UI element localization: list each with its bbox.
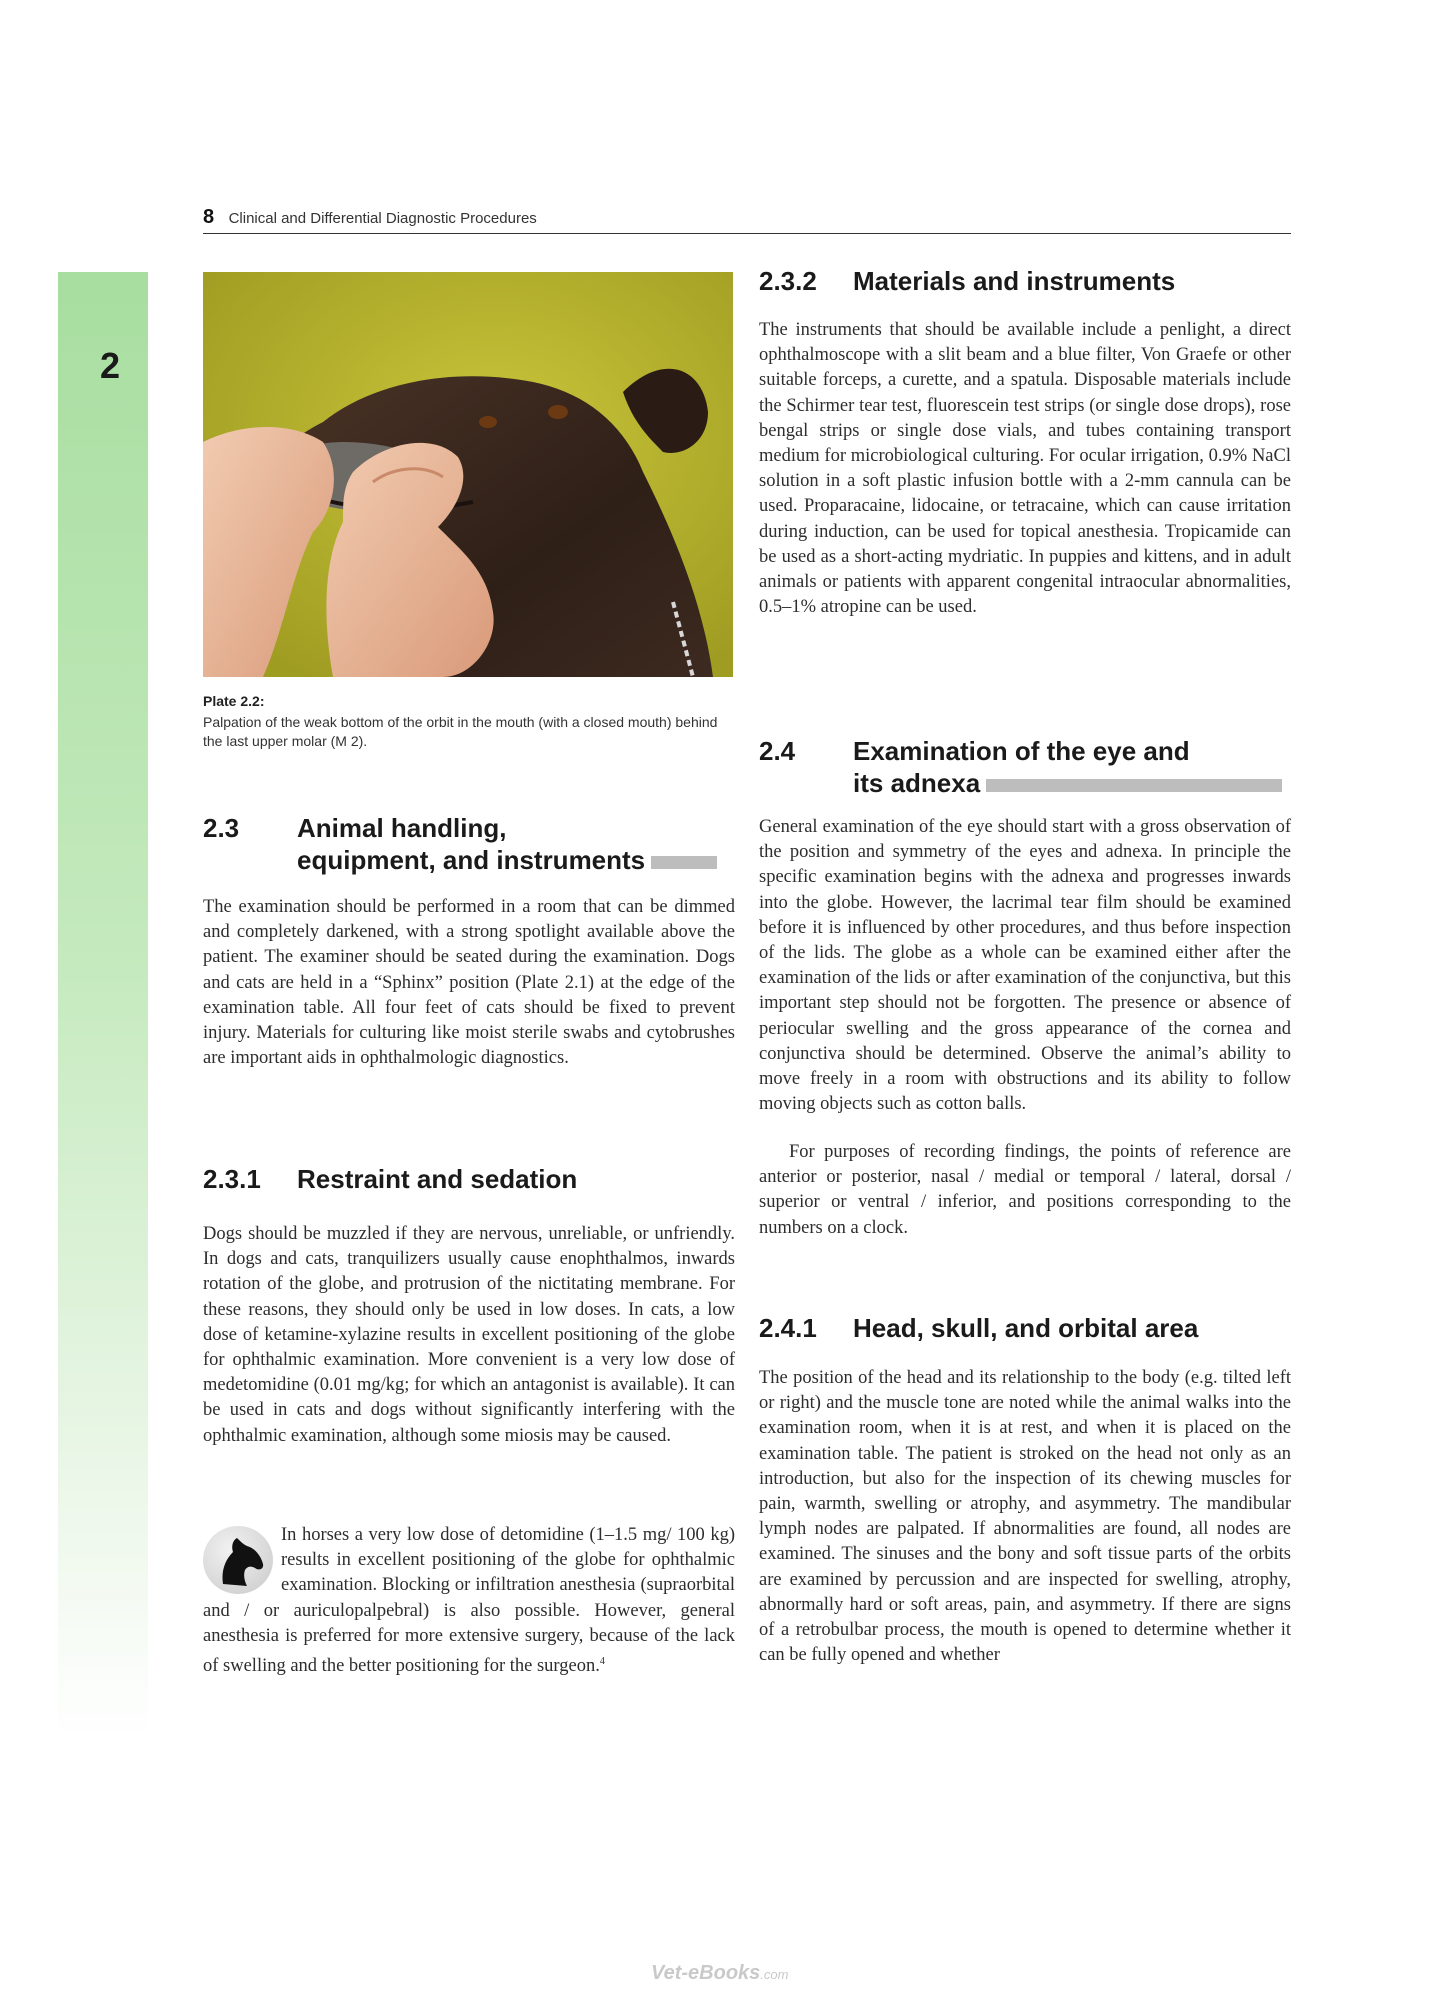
section-2-4-body-1: General examination of the eye should start with a gross observation of the position and symmetry of the eyes and adnexa. In principle the specific examination begins with the adnexa and progresses inwards into the globe. However, the lacrimal tear film should be examined before it is influenced by other procedures, and thus before inspection of the lids. The globe as a whole can be examined either after the examination of the lids or after examination of the conjunctiva, but this important step should not be forgotten. The presence or absence of periocular swelling and the gross appearance of the cornea and conjunctiva should be determined. Observe the animal’s ability to move freely in a room with obstructions and its ability to follow moving objects such as cotton balls. — [759, 817, 1291, 1115]
chapter-sidebar — [58, 272, 148, 1742]
page-number: 8 — [203, 206, 215, 228]
section-2-4-body-2: For purposes of recording findings, the points of reference are anterior or posterior, nasal / medial or temporal / lateral, dorsal / superior or ventral / inferior, and positions corresponding to the numbers on a clock. — [759, 1142, 1291, 1238]
heading-rule-bar — [986, 779, 1282, 792]
footer-logo-domain: .com — [760, 1967, 789, 1982]
section-title-line1: Animal handling, — [297, 813, 507, 843]
section-2-3-1-body: Dogs should be muzzled if they are nervous, unreliable, or unfriendly. In dogs and cats, tranquilizers usually cause enophthalmos, inwards rotation of the globe, and protrusion of the nictitating membrane. For these reasons, they should only be used in low doses. In cats, a low dose of ketamine-xylazine results in excellent positioning of the globe for ophthalmic examination. More convenient is a very low dose of medetomidine (0.01 mg/kg; for which an antagonist is available). It can be used in cats and dogs without significantly interfering with the ophthalmic examination, although some miosis may be caused. — [203, 1224, 735, 1446]
section-heading-2-4 — [759, 735, 1291, 799]
section-2-3-2-body: The instruments that should be available include a penlight, a direct ophthalmoscope with a slit beam and a blue filter, Von Graefe or other suitable forceps, a curette, and a spatula. Disposable materials include the Schirmer tear test, fluorescein test strips (or single dose drops), rose bengal strips or single dose vials, and tubes containing transport medium for microbiological culturing. For ocular irrigation, 0.9% NaCl solution in a soft plastic infusion bottle with a 2-mm cannula can be used. Proparacaine, lidocaine, or tetracaine, which can cause irritation during induction, can be used for topical anesthesia. Tropicamide can be used as a short-acting mydriatic. In puppies and kittens, and in adult animals or patients with apparent congenital intraocular abnormalities, 0.5–1% atropine can be used. — [759, 320, 1291, 618]
section-heading-2-3 — [203, 812, 735, 876]
footer-logo-text: Vet-eBooks — [651, 1962, 761, 1984]
section-number: 2.3.1 — [203, 1164, 261, 1194]
footnote-ref: 4 — [599, 1656, 605, 1668]
section-number: 2.4 — [759, 736, 796, 766]
section-title-line2: equipment, and instruments — [297, 845, 646, 875]
heading-rule-bar — [651, 856, 717, 869]
section-heading-2-4-1 — [759, 1312, 1291, 1344]
footer-watermark — [651, 1962, 788, 1985]
section-number: 2.3 — [203, 813, 240, 843]
section-number: 2.3.2 — [759, 266, 817, 296]
section-title-line1: Examination of the eye and — [853, 736, 1190, 766]
section-title: Restraint and sedation — [297, 1164, 578, 1194]
plate-label: Plate 2.2: — [203, 693, 265, 709]
plate-photo — [203, 272, 733, 677]
horse-note — [203, 1523, 735, 1679]
section-heading-2-3-2 — [759, 265, 1291, 297]
horse-note-text: In horses a very low dose of detomidine (1–1.5 mg/ 100 kg) results in excellent positioning of the globe for ophthalmic examination. Blocking or infiltration anesthesia (supraorbital and / or auriculopalpebral) is also possible. However, general anesthesia is preferred for more extensive surgery, because of the lack of swelling and the better positioning for the surgeon. — [203, 1525, 735, 1677]
section-number: 2.4.1 — [759, 1313, 817, 1343]
section-title: Materials and instruments — [853, 266, 1176, 296]
running-title: Clinical and Differential Diagnostic Procedures — [228, 210, 537, 227]
section-title: Head, skull, and orbital area — [853, 1313, 1199, 1343]
chapter-tab-number: 2 — [100, 345, 121, 386]
section-heading-2-3-1 — [203, 1163, 735, 1195]
plate-caption — [203, 692, 733, 751]
section-title-line2: its adnexa — [853, 768, 981, 798]
dog-photo-illustration — [203, 272, 733, 677]
section-2-4-1-body: The position of the head and its relationship to the body (e.g. tilted left or right) and the muscle tone are noted while the animal walks into the examination room, when it is at rest, and when it is placed on the examination table. The patient is stroked on the head not only as an introduction, but also for the inspection of its chewing muscles for pain, warmth, swelling or atrophy, and asymmetry. The mandibular lymph nodes are palpated. If abnormalities are found, all nodes are examined. The sinuses and the bony and soft tissue parts of the orbits are examined by percussion and are inspected for swelling, atrophy, abnormally hard or soft areas, pain, and asymmetry. If there are signs of a retrobulbar process, the mouth is opened to determine whether it can be fully opened and whether — [759, 1368, 1291, 1666]
plate-caption-text: Palpation of the weak bottom of the orbit in the mouth (with a closed mouth) behind the last upper molar (M 2). — [203, 714, 718, 749]
section-2-3-body: The examination should be performed in a room that can be dimmed and completely darkened, with a strong spotlight available above the patient. The examiner should be seated during the examination. Dogs and cats are held in a “Sphinx” position (Plate 2.1) at the edge of the examination table. All four feet of cats should be fixed to prevent injury. Materials for culturing like moist sterile swabs and cytobrushes are important aids in ophthalmologic diagnostics. — [203, 897, 735, 1069]
running-header — [203, 206, 1291, 234]
